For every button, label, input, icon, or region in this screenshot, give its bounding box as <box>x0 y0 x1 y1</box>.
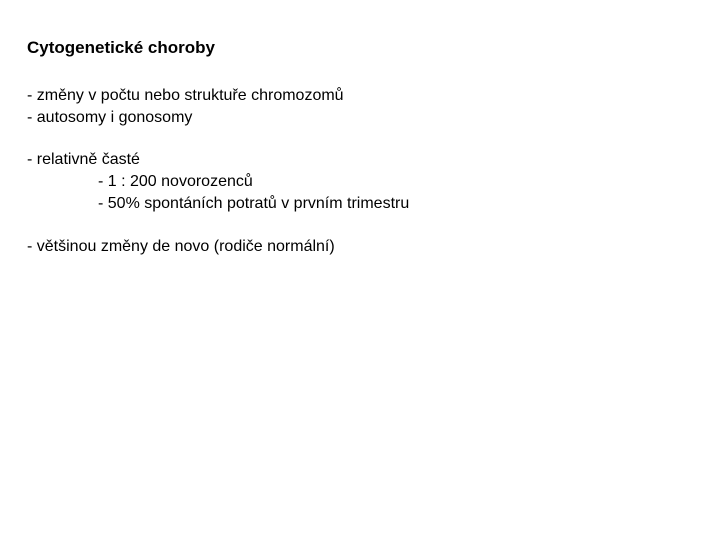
bullet-frequency: - relativně časté <box>27 151 140 168</box>
sub-bullet-newborns: - 1 : 200 novorozenců <box>98 173 253 190</box>
slide-title: Cytogenetické choroby <box>27 38 215 57</box>
bullet-de-novo: - většinou změny de novo (rodiče normální) <box>27 238 335 255</box>
bullet-autosomes: - autosomy i gonosomy <box>27 109 193 126</box>
bullet-changes: - změny v počtu nebo struktuře chromozomů <box>27 87 344 104</box>
sub-bullet-miscarriages: - 50% spontáních potratů v prvním trimestru <box>98 195 410 212</box>
